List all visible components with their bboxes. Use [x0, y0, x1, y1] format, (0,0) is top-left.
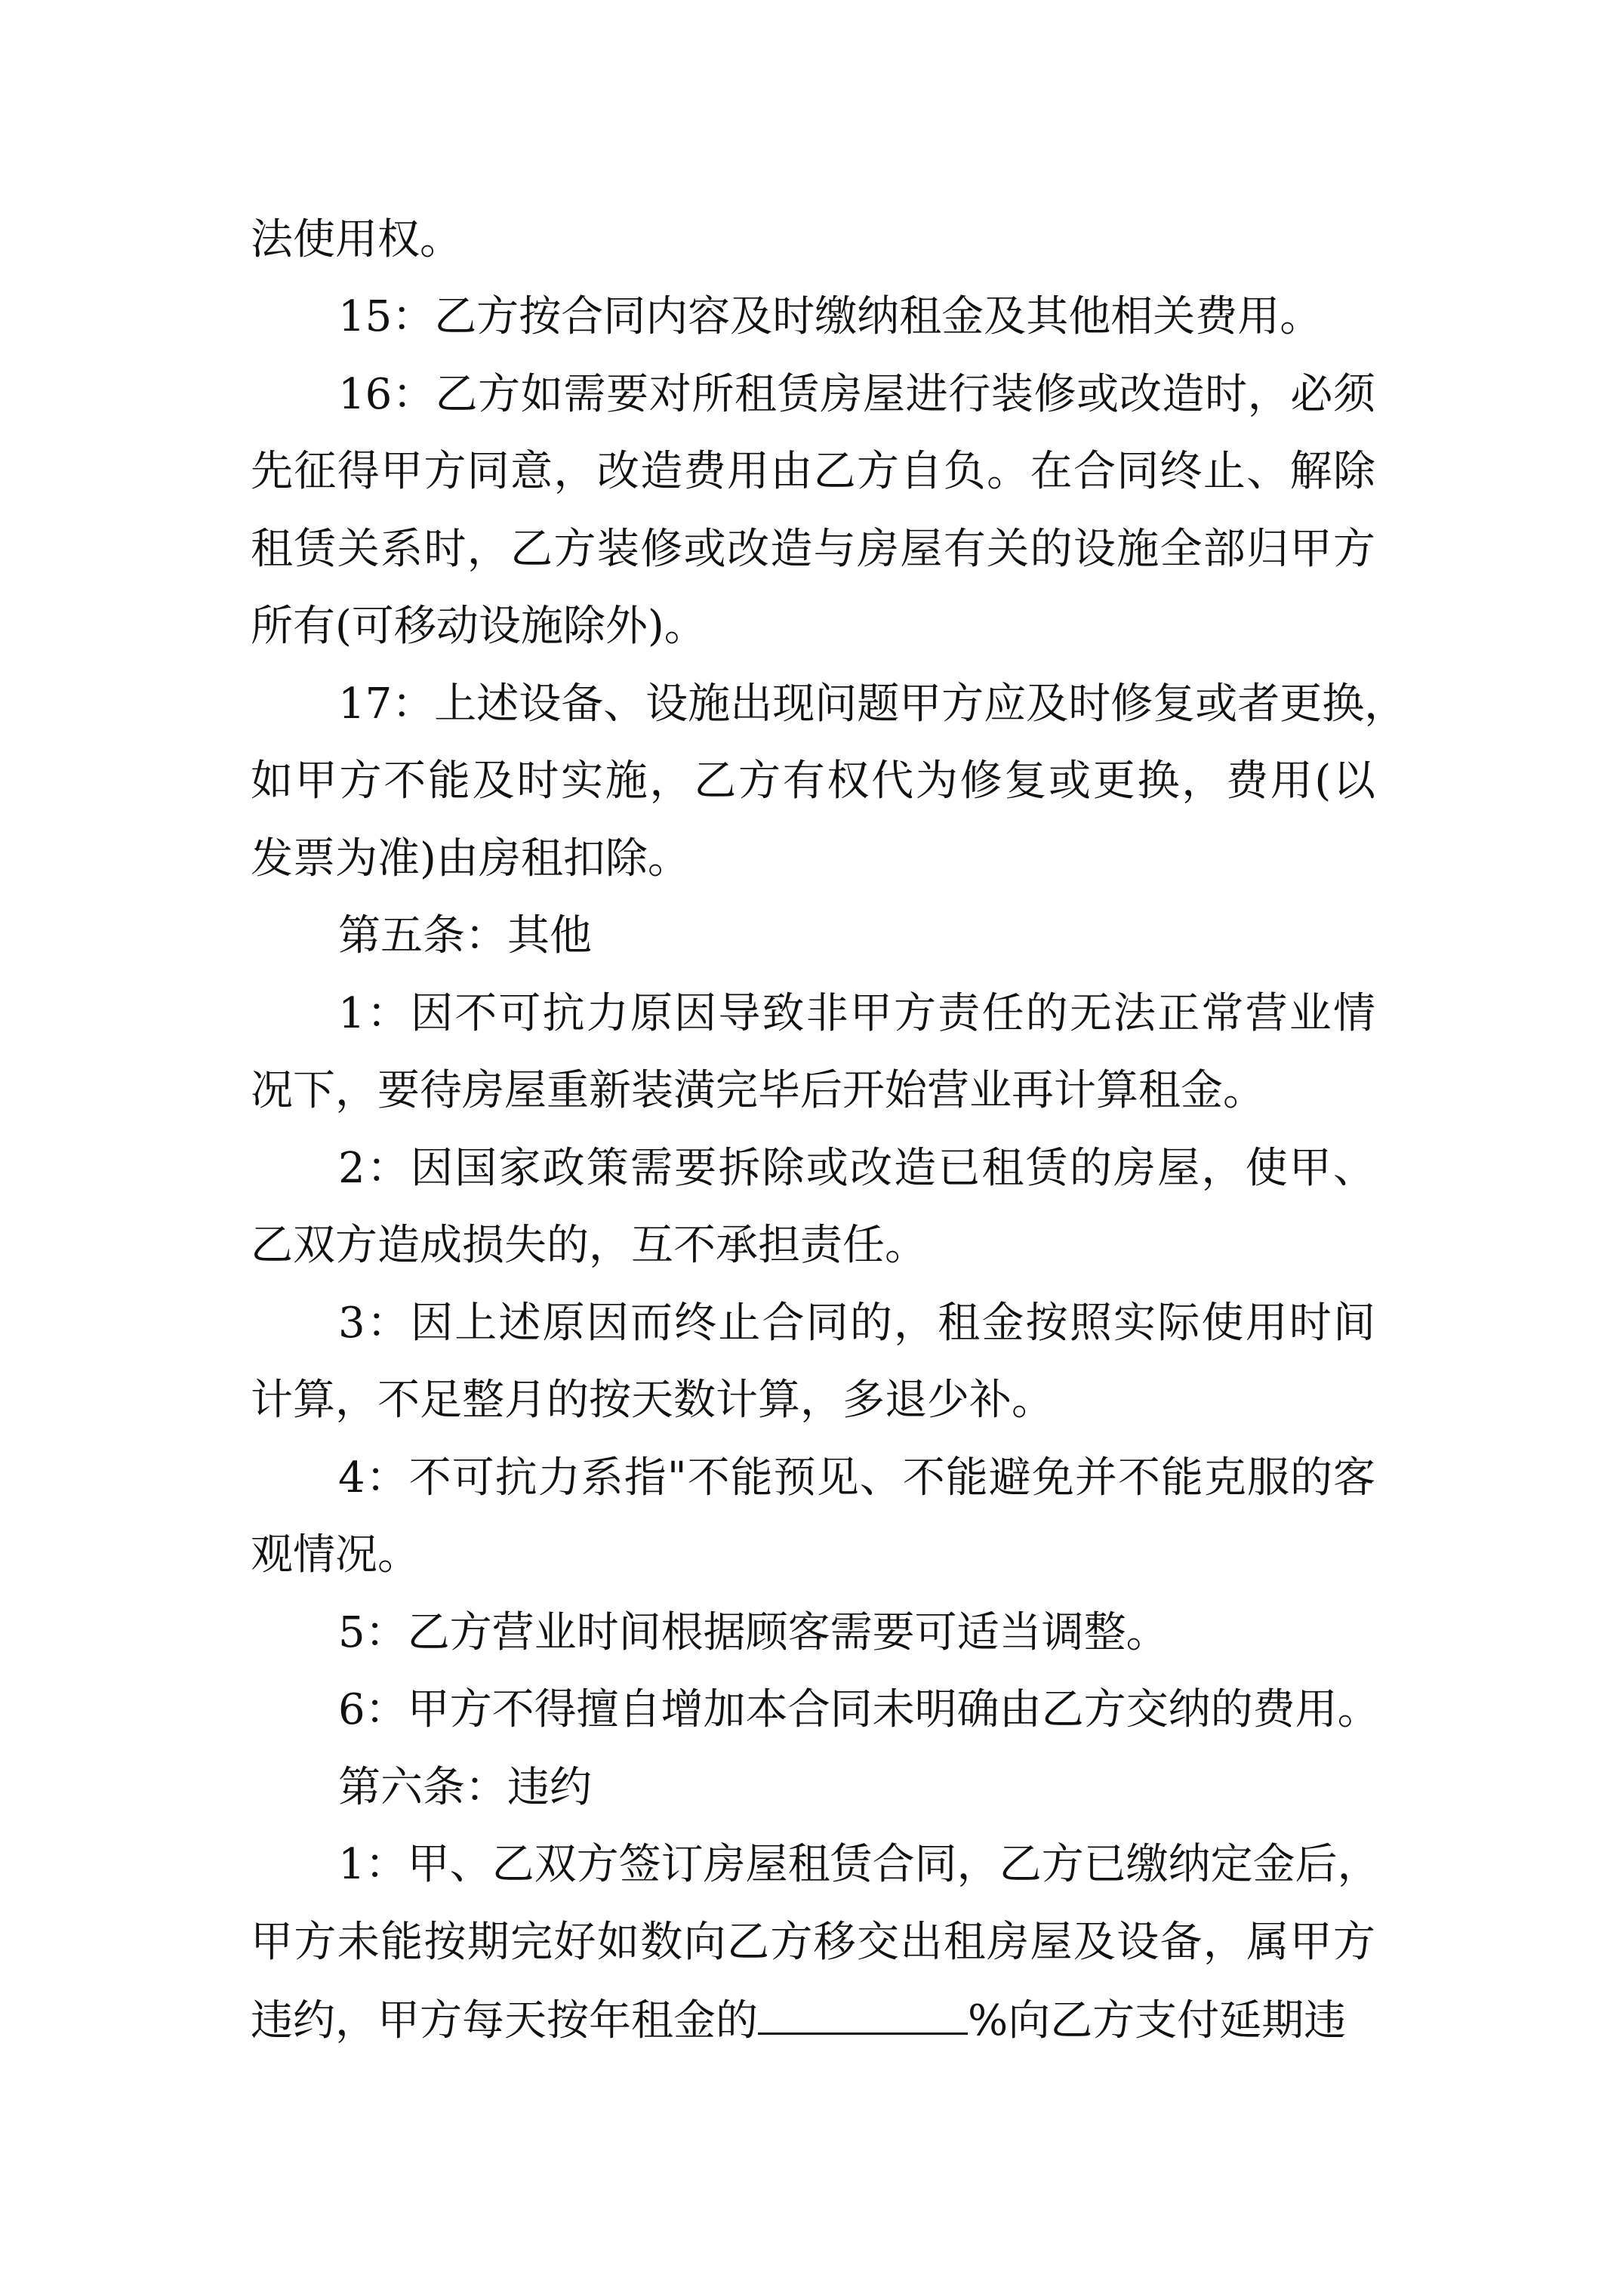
fill-in-blank [758, 1993, 968, 2035]
text-line: 租赁关系时，乙方装修或改造与房屋有关的设施全部归甲方 [251, 525, 1375, 574]
text-line: 发票为准)由房租扣除。 [251, 834, 690, 883]
text-line: 3：因上述原因而终止合同的，租金按照实际使用时间 [338, 1299, 1375, 1348]
text-line: 17：上述设备、设施出现问题甲方应及时修复或者更换， [338, 680, 1407, 729]
text-after-blank: %向乙方支付延期违 [968, 1996, 1347, 2045]
text-line: 如甲方不能及时实施，乙方有权代为修复或更换，费用(以 [251, 757, 1375, 806]
text-line: 6：甲方不得擅自增加本合同未明确由乙方交纳的费用。 [338, 1685, 1380, 1734]
text-before-blank: 违约，甲方每天按年租金的 [251, 1996, 758, 2045]
text-line [251, 1993, 1346, 2048]
text-line: 2：因国家政策需要拆除或改造已租赁的房屋，使甲、 [338, 1144, 1375, 1193]
text-line: 4：不可抗力系指"不能预见、不能避免并不能克服的客 [338, 1453, 1375, 1502]
text-line: 计算，不足整月的按天数计算，多退少补。 [251, 1376, 1054, 1425]
section-heading: 第五条：其他 [338, 911, 592, 960]
text-line: 16：乙方如需要对所租赁房屋进行装修或改造时，必须 [338, 370, 1375, 419]
text-line: 观情况。 [251, 1530, 420, 1579]
text-line: 1：因不可抗力原因导致非甲方责任的无法正常营业情 [338, 989, 1375, 1038]
text-line: 法使用权。 [251, 215, 462, 264]
text-line: 先征得甲方同意，改造费用由乙方自负。在合同终止、解除 [251, 447, 1375, 496]
text-line: 乙双方造成损失的，互不承担责任。 [251, 1221, 927, 1270]
text-line: 5：乙方营业时间根据顾客需要可适当调整。 [338, 1608, 1169, 1657]
text-line: 况下，要待房屋重新装潢完毕后开始营业再计算租金。 [251, 1066, 1265, 1115]
text-line: 所有(可移动设施除外)。 [251, 602, 707, 651]
text-line: 甲方未能按期完好如数向乙方移交出租房屋及设备，属甲方 [251, 1918, 1375, 1967]
text-line: 15：乙方按合同内容及时缴纳租金及其他相关费用。 [338, 292, 1323, 341]
section-heading: 第六条：违约 [338, 1763, 592, 1812]
text-line: 1：甲、乙双方签订房屋租赁合同，乙方已缴纳定金后， [338, 1840, 1380, 1889]
